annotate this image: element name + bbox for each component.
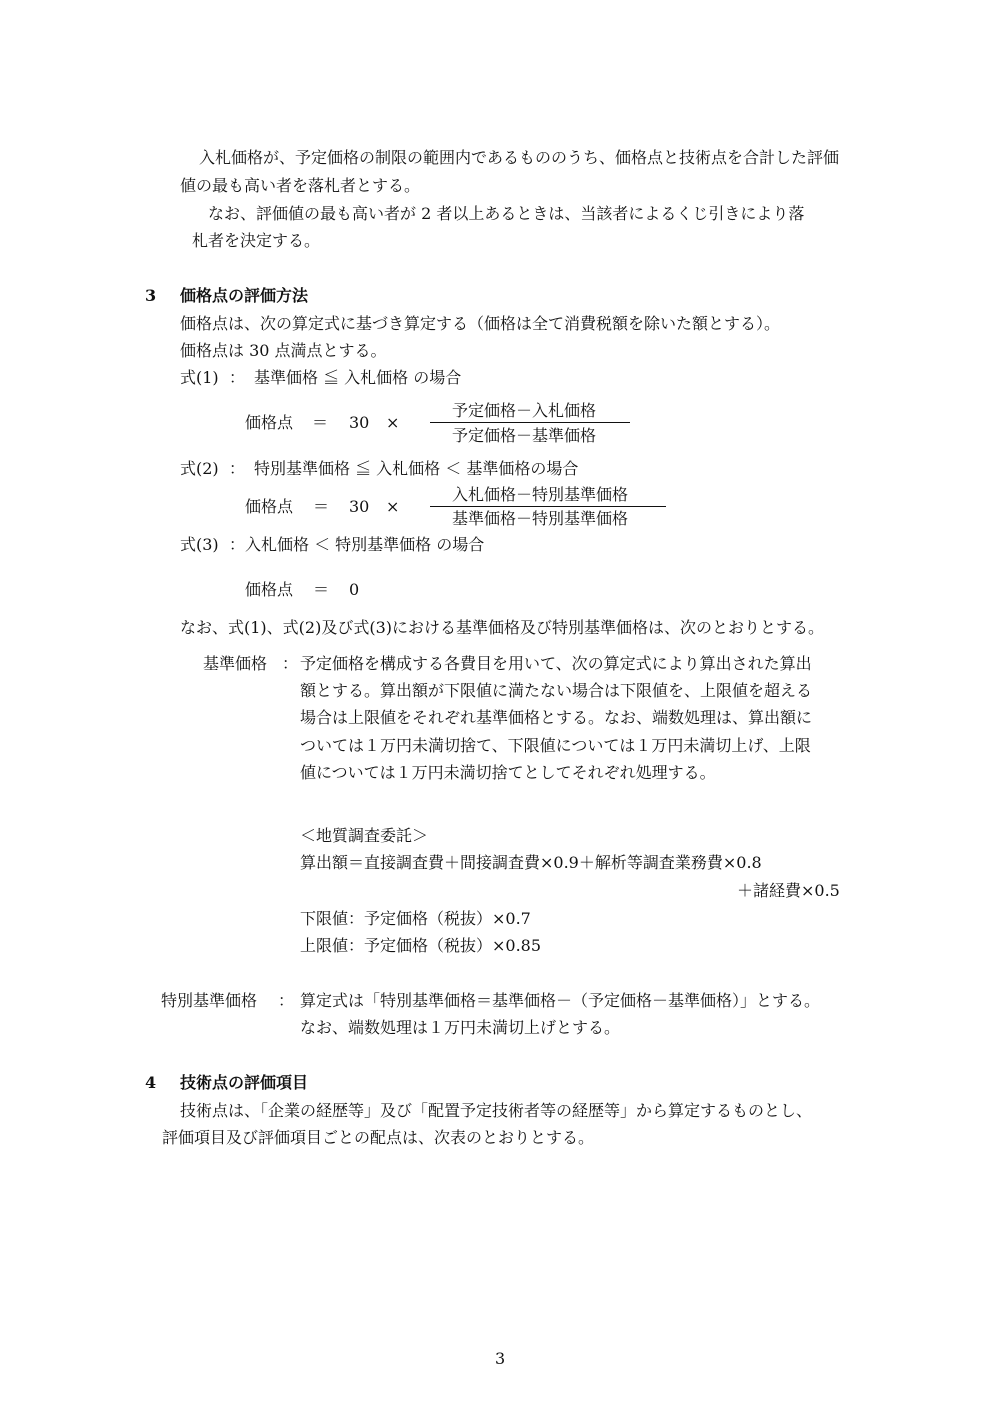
formula1-label: 式(1) (180, 368, 219, 387)
base-price-calc-line-1: 算出額＝直接調査費＋間接調査費×0.9＋解析等調査業務費×0.8 (300, 853, 762, 872)
formula3-label: 式(3) (180, 535, 219, 554)
formula2-fraction-bar (430, 506, 666, 507)
formula2-numerator: 入札価格－特別基準価格 (452, 485, 629, 504)
formula2-sep: ： (229, 459, 246, 478)
section3-number: 3 (145, 286, 157, 305)
base-price-upper: 上限値：予定価格（税抜）×0.85 (300, 936, 542, 955)
base-price-line-1: 予定価格を構成する各費目を用いて、次の算定式により算出された算出 (300, 654, 812, 673)
formula1-coef: 30 (349, 413, 370, 432)
special-price-line-2: なお、端数処理は１万円未満切上げとする。 (300, 1018, 621, 1037)
formula3-sep: ： (229, 535, 246, 554)
base-price-lower: 下限値：予定価格（税抜）×0.7 (300, 909, 531, 928)
formula2-condition: 特別基準価格 ≦ 入札価格 ＜ 基準価格の場合 (254, 459, 579, 478)
page-number: 3 (495, 1349, 506, 1368)
formula2-times: × (386, 497, 400, 516)
base-price-category: ＜地質調査委託＞ (300, 826, 429, 845)
formula1-times: × (386, 413, 400, 432)
formula2-label: 式(2) (180, 459, 219, 478)
base-price-calc-line-2: ＋諸経費×0.5 (737, 881, 840, 900)
formula1-sep: ： (229, 368, 246, 387)
formula3-lhs: 価格点 (245, 580, 294, 599)
formula1-condition: 基準価格 ≦ 入札価格 の場合 (254, 368, 462, 387)
base-price-line-5: 値については１万円未満切捨てとしてそれぞれ処理する。 (300, 763, 716, 782)
formula1-eq: ＝ (312, 413, 329, 432)
section4-line-1: 技術点は、「企業の経歴等」及び「配置予定技術者等の経歴等」から算定するものとし、 (180, 1101, 813, 1120)
formula2-coef: 30 (349, 497, 370, 516)
formula1-numerator: 予定価格－入札価格 (452, 401, 597, 420)
section3-desc-1: 価格点は、次の算定式に基づき算定する（価格は全て消費税額を除いた額とする）。 (180, 314, 781, 333)
section4-title: 技術点の評価項目 (180, 1073, 309, 1092)
base-price-term: 基準価格 (203, 654, 268, 673)
formula1-lhs: 価格点 (245, 413, 294, 432)
section4-line-2: 評価項目及び評価項目ごとの配点は、次表のとおりとする。 (162, 1128, 595, 1147)
intro-line-2: 値の最も高い者を落札者とする。 (180, 176, 421, 195)
section3-note: なお、式(1)、式(2)及び式(3)における基準価格及び特別基準価格は、次のとおりとする。 (180, 618, 824, 637)
base-price-sep: ： (282, 654, 299, 673)
special-price-line-1: 算定式は「特別基準価格＝基準価格－（予定価格－基準価格）」とする。 (300, 991, 821, 1010)
base-price-line-3: 場合は上限値をそれぞれ基準価格とする。なお、端数処理は、算出額に (300, 708, 813, 727)
section4-number: 4 (145, 1073, 157, 1092)
formula3-value: 0 (349, 580, 360, 599)
section3-desc-2: 価格点は 30 点満点とする。 (180, 341, 387, 360)
intro-line-1: 入札価格が、予定価格の制限の範囲内であるもののうち、価格点と技術点を合計した評価 (199, 148, 840, 167)
formula1-denominator: 予定価格－基準価格 (452, 426, 597, 445)
formula3-eq: ＝ (313, 580, 330, 599)
section3-title: 価格点の評価方法 (180, 286, 309, 305)
formula2-lhs: 価格点 (245, 497, 294, 516)
intro-line-4: 札者を決定する。 (192, 231, 321, 250)
special-price-sep: ： (278, 991, 295, 1010)
formula3-condition: 入札価格 ＜ 特別基準価格 の場合 (245, 535, 485, 554)
formula2-eq: ＝ (313, 497, 330, 516)
intro-line-3: なお、評価値の最も高い者が 2 者以上あるときは、当該者によるくじ引きにより落 (208, 204, 805, 223)
formula2-denominator: 基準価格－特別基準価格 (452, 509, 629, 528)
special-price-term: 特別基準価格 (161, 991, 258, 1010)
base-price-line-4: ついては１万円未満切捨て、下限値については１万円未満切上げ、上限 (300, 736, 811, 755)
base-price-line-2: 額とする。算出額が下限値に満たない場合は下限値を、上限値を超える (300, 681, 813, 700)
formula1-fraction-bar (430, 422, 630, 423)
